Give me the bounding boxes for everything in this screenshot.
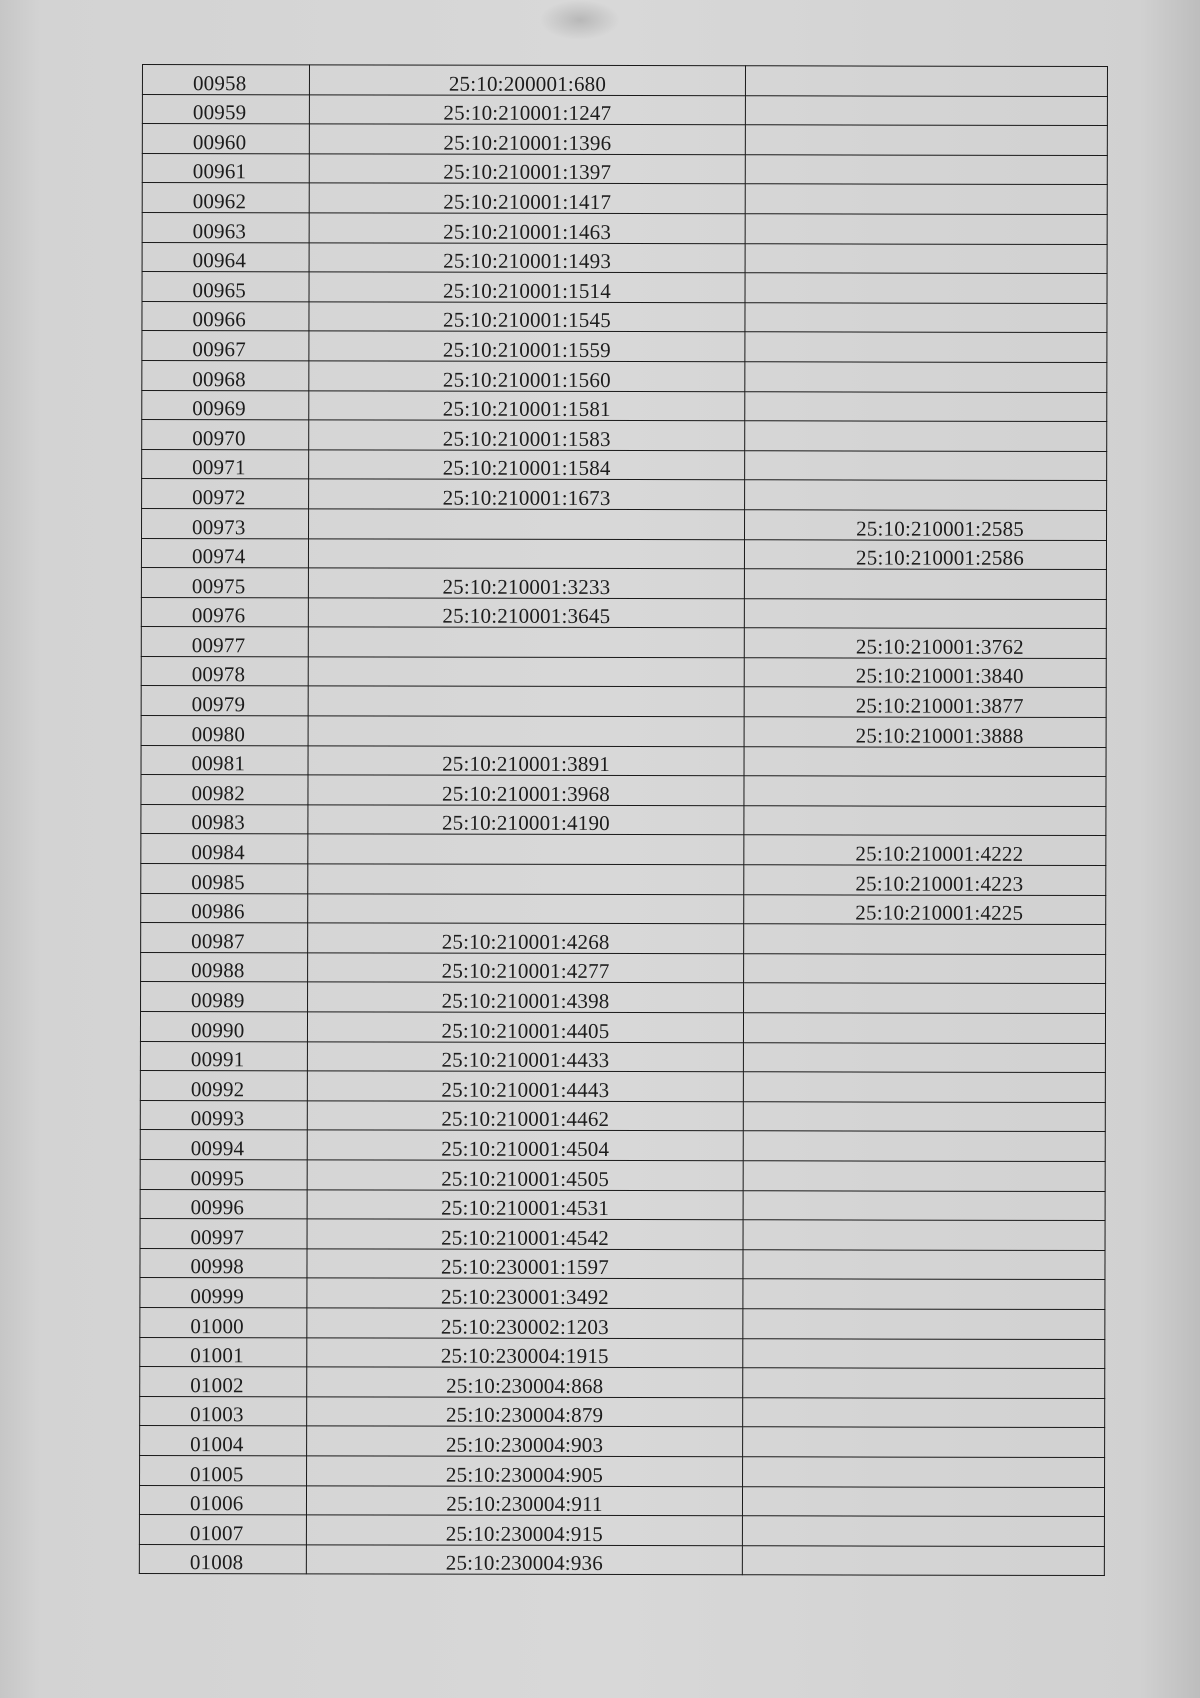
table-row xyxy=(141,804,1106,836)
cadastral-number-cell: 25:10:230004:879 xyxy=(307,1397,743,1428)
cadastral-number-cell: 25:10:210001:4542 xyxy=(307,1219,743,1250)
table-row xyxy=(141,952,1106,984)
cadastral-number-alt-cell xyxy=(745,125,1107,155)
table-row xyxy=(141,568,1106,600)
cadastral-number-cell xyxy=(308,716,744,747)
table-row xyxy=(142,94,1107,126)
cadastral-number-alt-cell xyxy=(744,569,1106,599)
table-row xyxy=(139,1485,1104,1517)
cadastral-number-alt-cell xyxy=(742,1545,1104,1575)
row-number-cell: 00979 xyxy=(141,686,308,716)
cadastral-number-cell xyxy=(308,627,744,658)
row-number-cell: 01000 xyxy=(140,1307,307,1337)
row-number-cell: 00980 xyxy=(141,716,308,746)
table-row xyxy=(141,982,1106,1014)
row-number-cell: 00982 xyxy=(141,775,308,805)
cadastral-number-alt-cell xyxy=(745,214,1107,244)
cadastral-number-cell: 25:10:210001:1463 xyxy=(309,213,745,244)
table-row xyxy=(141,745,1106,777)
cadastral-number-alt-cell xyxy=(745,391,1107,421)
cadastral-number-alt-cell xyxy=(743,1368,1105,1398)
table-row xyxy=(140,1307,1105,1339)
row-number-cell: 00983 xyxy=(141,804,308,834)
cadastral-number-cell: 25:10:210001:1514 xyxy=(309,272,745,303)
table-row xyxy=(142,420,1107,452)
table-body xyxy=(139,65,1107,1576)
row-number-cell: 00993 xyxy=(140,1100,307,1130)
cadastral-number-cell: 25:10:210001:4443 xyxy=(307,1071,743,1102)
row-number-cell: 00964 xyxy=(142,242,309,272)
cadastral-number-cell: 25:10:230004:911 xyxy=(306,1485,742,1516)
cadastral-number-alt-cell xyxy=(743,1250,1105,1280)
table-row xyxy=(142,390,1107,422)
cadastral-number-alt-cell: 25:10:210001:4225 xyxy=(744,894,1106,924)
cadastral-number-cell: 25:10:210001:4277 xyxy=(308,953,744,984)
cadastral-number-cell: 25:10:210001:3233 xyxy=(308,568,744,599)
cadastral-number-cell xyxy=(308,657,744,688)
cadastral-number-cell xyxy=(308,538,744,569)
cadastral-number-cell: 25:10:210001:1247 xyxy=(309,94,745,125)
cadastral-number-cell: 25:10:210001:1581 xyxy=(309,390,745,421)
row-number-cell: 00976 xyxy=(141,597,308,627)
cadastral-number-alt-cell: 25:10:210001:4223 xyxy=(744,865,1106,895)
cadastral-number-alt-cell xyxy=(743,1397,1105,1427)
cadastral-number-cell: 25:10:210001:1673 xyxy=(309,479,745,510)
row-number-cell: 00991 xyxy=(140,1041,307,1071)
cadastral-number-alt-cell xyxy=(745,303,1107,333)
cadastral-number-alt-cell xyxy=(742,1486,1104,1516)
cadastral-number-cell: 25:10:210001:4190 xyxy=(308,805,744,836)
cadastral-number-alt-cell xyxy=(744,954,1106,984)
row-number-cell: 00973 xyxy=(142,508,309,538)
cadastral-number-alt-cell: 25:10:210001:3840 xyxy=(744,658,1106,688)
cadastral-number-cell: 25:10:230004:868 xyxy=(307,1367,743,1398)
row-number-cell: 00972 xyxy=(142,479,309,509)
cadastral-number-alt-cell xyxy=(743,1190,1105,1220)
table-row xyxy=(142,242,1107,274)
cadastral-number-alt-cell xyxy=(744,806,1106,836)
cadastral-number-cell: 25:10:200001:680 xyxy=(309,65,745,96)
row-number-cell: 00959 xyxy=(142,94,309,124)
table-row xyxy=(142,449,1107,481)
table-row xyxy=(140,1367,1105,1399)
table-row xyxy=(141,656,1106,688)
cadastral-number-alt-cell: 25:10:210001:3762 xyxy=(744,628,1106,658)
table-row xyxy=(140,1278,1105,1310)
cadastral-number-alt-cell xyxy=(742,1516,1104,1546)
cadastral-number-cell: 25:10:210001:4531 xyxy=(307,1189,743,1220)
cadastral-number-alt-cell xyxy=(743,1042,1105,1072)
cadastral-number-alt-cell xyxy=(745,155,1107,185)
cadastral-number-cell: 25:10:230001:1597 xyxy=(307,1249,743,1280)
cadastral-number-cell: 25:10:210001:1559 xyxy=(309,331,745,362)
row-number-cell: 01002 xyxy=(140,1367,307,1397)
scan-shadow xyxy=(540,0,620,40)
row-number-cell: 00988 xyxy=(141,952,308,982)
table-row xyxy=(141,597,1106,629)
table-row xyxy=(140,1426,1105,1458)
row-number-cell: 00999 xyxy=(140,1278,307,1308)
table-row xyxy=(141,834,1106,866)
cadastral-number-cell: 25:10:230002:1203 xyxy=(307,1308,743,1339)
cadastral-number-cell: 25:10:210001:4398 xyxy=(308,982,744,1013)
table-row xyxy=(140,1041,1105,1073)
cadastral-number-cell: 25:10:230004:936 xyxy=(306,1545,742,1576)
cadastral-table xyxy=(139,64,1108,1576)
row-number-cell: 00998 xyxy=(140,1248,307,1278)
cadastral-number-cell: 25:10:210001:4405 xyxy=(307,1012,743,1043)
cadastral-number-cell xyxy=(308,893,744,924)
cadastral-number-alt-cell: 25:10:210001:3877 xyxy=(744,687,1106,717)
row-number-cell: 00977 xyxy=(141,627,308,657)
cadastral-number-cell: 25:10:210001:4268 xyxy=(308,923,744,954)
row-number-cell: 00962 xyxy=(142,183,309,213)
table-row xyxy=(141,775,1106,807)
cadastral-number-alt-cell xyxy=(745,95,1107,125)
cadastral-number-alt-cell xyxy=(745,480,1107,510)
cadastral-number-cell: 25:10:210001:1397 xyxy=(309,154,745,185)
row-number-cell: 00989 xyxy=(141,982,308,1012)
row-number-cell: 00997 xyxy=(140,1219,307,1249)
row-number-cell: 00975 xyxy=(141,568,308,598)
row-number-cell: 00958 xyxy=(142,65,309,95)
row-number-cell: 01003 xyxy=(140,1396,307,1426)
row-number-cell: 00968 xyxy=(142,360,309,390)
cadastral-number-cell: 25:10:210001:4505 xyxy=(307,1160,743,1191)
cadastral-number-alt-cell: 25:10:210001:2585 xyxy=(745,510,1107,540)
cadastral-number-cell: 25:10:210001:1493 xyxy=(309,242,745,273)
row-number-cell: 00986 xyxy=(141,893,308,923)
table-row xyxy=(140,1130,1105,1162)
row-number-cell: 01007 xyxy=(139,1515,306,1545)
row-number-cell: 01001 xyxy=(140,1337,307,1367)
row-number-cell: 00971 xyxy=(142,449,309,479)
cadastral-number-alt-cell xyxy=(745,332,1107,362)
table-row xyxy=(139,1515,1104,1547)
table-row xyxy=(141,538,1106,570)
row-number-cell: 00974 xyxy=(141,538,308,568)
row-number-cell: 00992 xyxy=(140,1071,307,1101)
table-row xyxy=(140,1219,1105,1251)
row-number-cell: 00990 xyxy=(140,1011,307,1041)
cadastral-number-alt-cell xyxy=(743,1279,1105,1309)
cadastral-number-cell xyxy=(309,509,745,540)
cadastral-number-cell xyxy=(308,864,744,895)
cadastral-number-alt-cell xyxy=(743,1309,1105,1339)
row-number-cell: 01004 xyxy=(140,1426,307,1456)
table-row xyxy=(140,1248,1105,1280)
cadastral-number-alt-cell xyxy=(744,598,1106,628)
cadastral-number-alt-cell xyxy=(743,1427,1105,1457)
table-row xyxy=(140,1159,1105,1191)
cadastral-number-alt-cell xyxy=(745,184,1107,214)
table-row xyxy=(141,627,1106,659)
row-number-cell: 01008 xyxy=(139,1544,306,1574)
cadastral-number-cell: 25:10:210001:1560 xyxy=(309,361,745,392)
cadastral-number-cell: 25:10:230004:915 xyxy=(306,1515,742,1546)
table-row xyxy=(142,65,1107,97)
table-row xyxy=(141,716,1106,748)
row-number-cell: 00987 xyxy=(141,923,308,953)
table-row xyxy=(140,1396,1105,1428)
cadastral-number-alt-cell xyxy=(743,1457,1105,1487)
cadastral-number-cell: 25:10:210001:1396 xyxy=(309,124,745,155)
row-number-cell: 00965 xyxy=(142,272,309,302)
cadastral-number-cell: 25:10:210001:1583 xyxy=(309,420,745,451)
table-row xyxy=(142,153,1107,185)
row-number-cell: 00966 xyxy=(142,301,309,331)
table-row xyxy=(142,360,1107,392)
table-row xyxy=(140,1455,1105,1487)
cadastral-number-cell: 25:10:230001:3492 xyxy=(307,1278,743,1309)
cadastral-number-alt-cell xyxy=(745,362,1107,392)
row-number-cell: 00978 xyxy=(141,656,308,686)
table-row xyxy=(142,479,1107,511)
cadastral-number-cell: 25:10:210001:1417 xyxy=(309,183,745,214)
cadastral-number-cell: 25:10:210001:1545 xyxy=(309,302,745,333)
cadastral-number-alt-cell xyxy=(745,66,1107,96)
table-row xyxy=(141,686,1106,718)
table-row xyxy=(139,1544,1104,1576)
row-number-cell: 00995 xyxy=(140,1159,307,1189)
row-number-cell: 00960 xyxy=(142,124,309,154)
cadastral-number-alt-cell xyxy=(744,924,1106,954)
table-row xyxy=(142,508,1107,540)
cadastral-number-cell: 25:10:230004:905 xyxy=(307,1456,743,1487)
row-number-cell: 00985 xyxy=(141,864,308,894)
row-number-cell: 00984 xyxy=(141,834,308,864)
table-row xyxy=(142,301,1107,333)
cadastral-number-alt-cell: 25:10:210001:3888 xyxy=(744,717,1106,747)
table-row xyxy=(141,923,1106,955)
table-row xyxy=(142,124,1107,156)
cadastral-number-alt-cell xyxy=(743,1161,1105,1191)
cadastral-number-cell: 25:10:210001:1584 xyxy=(309,450,745,481)
table-row xyxy=(142,331,1107,363)
row-number-cell: 00963 xyxy=(142,212,309,242)
table-row xyxy=(140,1337,1105,1369)
cadastral-number-cell: 25:10:210001:3968 xyxy=(308,775,744,806)
cadastral-number-alt-cell xyxy=(743,1013,1105,1043)
row-number-cell: 00970 xyxy=(142,420,309,450)
cadastral-number-alt-cell xyxy=(745,243,1107,273)
cadastral-number-alt-cell xyxy=(745,421,1107,451)
row-number-cell: 00981 xyxy=(141,745,308,775)
row-number-cell: 01005 xyxy=(140,1455,307,1485)
table-row xyxy=(141,864,1106,896)
table-row xyxy=(142,183,1107,215)
table-row xyxy=(140,1011,1105,1043)
row-number-cell: 00967 xyxy=(142,331,309,361)
cadastral-number-alt-cell xyxy=(743,1220,1105,1250)
cadastral-number-cell: 25:10:210001:4433 xyxy=(307,1041,743,1072)
cadastral-number-alt-cell xyxy=(743,1131,1105,1161)
cadastral-number-alt-cell: 25:10:210001:4222 xyxy=(744,835,1106,865)
cadastral-number-alt-cell xyxy=(745,450,1107,480)
row-number-cell: 00969 xyxy=(142,390,309,420)
cadastral-number-alt-cell xyxy=(743,1102,1105,1132)
table-row xyxy=(142,212,1107,244)
table-row xyxy=(140,1189,1105,1221)
cadastral-number-cell xyxy=(308,834,744,865)
cadastral-number-alt-cell xyxy=(743,1072,1105,1102)
row-number-cell: 00996 xyxy=(140,1189,307,1219)
table-row xyxy=(140,1071,1105,1103)
cadastral-number-alt-cell: 25:10:210001:2586 xyxy=(744,539,1106,569)
cadastral-number-cell xyxy=(308,686,744,717)
cadastral-number-alt-cell xyxy=(744,776,1106,806)
cadastral-number-alt-cell xyxy=(744,746,1106,776)
row-number-cell: 01006 xyxy=(139,1485,306,1515)
table-row xyxy=(141,893,1106,925)
row-number-cell: 00961 xyxy=(142,153,309,183)
cadastral-number-cell: 25:10:210001:4504 xyxy=(307,1130,743,1161)
cadastral-number-cell: 25:10:210001:3645 xyxy=(308,598,744,629)
cadastral-number-cell: 25:10:230004:1915 xyxy=(307,1337,743,1368)
cadastral-number-alt-cell xyxy=(745,273,1107,303)
cadastral-number-alt-cell xyxy=(744,983,1106,1013)
table-row xyxy=(142,272,1107,304)
table-row xyxy=(140,1100,1105,1132)
cadastral-number-cell: 25:10:210001:3891 xyxy=(308,746,744,777)
cadastral-number-cell: 25:10:230004:903 xyxy=(307,1426,743,1457)
row-number-cell: 00994 xyxy=(140,1130,307,1160)
cadastral-number-alt-cell xyxy=(743,1338,1105,1368)
cadastral-number-cell: 25:10:210001:4462 xyxy=(307,1101,743,1132)
